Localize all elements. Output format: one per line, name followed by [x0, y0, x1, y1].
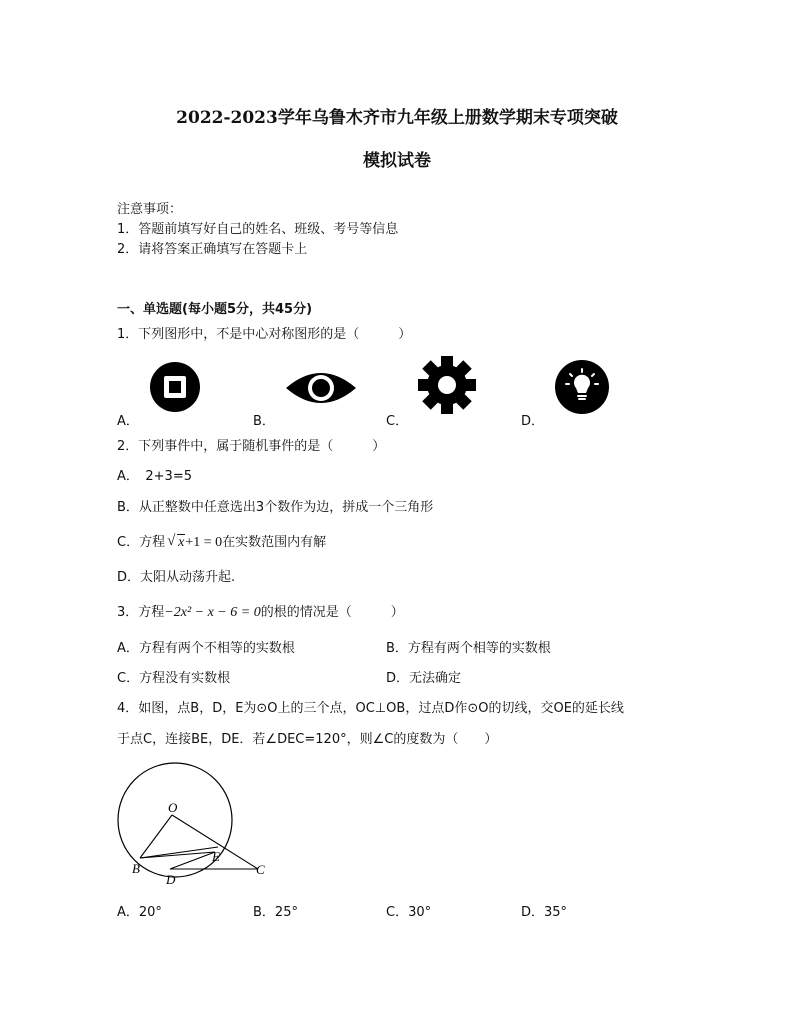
notes-heading: 注意事项：	[117, 202, 183, 217]
question-1-stem: 1．下列图形中，不是中心对称图形的是（ ）	[117, 327, 412, 342]
notes-item-2: 2．请将答案正确填写在答题卡上	[117, 242, 308, 257]
question-2-stem: 2．下列事件中，属于随机事件的是（ ）	[117, 439, 386, 454]
q3-suffix: 的根的情况是（ ）	[260, 605, 404, 620]
eye-icon	[286, 368, 356, 408]
lightbulb-icon	[555, 360, 609, 414]
page-title: 2022-2023学年乌鲁木齐市九年级上册数学期末专项突破	[176, 108, 618, 128]
q2-option-c	[117, 531, 326, 551]
q4-option-b: B．25°	[253, 905, 298, 920]
question-3-stem	[117, 601, 404, 621]
label-b: B	[132, 861, 140, 876]
q3-option-d: D．无法确定	[386, 671, 462, 686]
q2-option-c-prefix: C．方程	[117, 535, 166, 550]
q3-option-a: A．方程有两个不相等的实数根	[117, 641, 295, 656]
label-o: O	[168, 800, 178, 815]
page-subtitle: 模拟试卷	[363, 151, 431, 171]
q1-option-c: C．	[386, 414, 409, 429]
stop-square-icon	[150, 362, 200, 412]
q3-option-b: B．方程有两个相等的实数根	[386, 641, 551, 656]
q3-option-c: C．方程没有实数根	[117, 671, 231, 686]
q2-option-d: D．太阳从动荡升起.	[117, 570, 236, 585]
gear-icon	[418, 356, 476, 414]
label-d: D	[166, 872, 176, 887]
q2-option-b: B．从正整数中任意选出3个数作为边，拼成一个三角形	[117, 500, 434, 515]
q4-option-d: D．35°	[521, 905, 568, 920]
notes-item-1: 1．答题前填写好自己的姓名、班级、考号等信息	[117, 222, 399, 237]
q1-option-d: D．	[521, 414, 545, 429]
q1-option-a: A．	[117, 414, 139, 429]
q1-option-b: B．	[253, 414, 275, 429]
label-e: E	[212, 849, 220, 864]
question-4-line-2: 于点C，连接BE，DE．若∠DEC=120°，则∠C的度数为（ ）	[117, 732, 498, 747]
sqrt-expression: √ x	[167, 533, 185, 550]
segment-ob	[140, 815, 172, 858]
q2-option-a: A． 2+3=5	[117, 469, 192, 484]
q2-option-c-suffix: 在实数范围内有解	[222, 535, 327, 550]
q3-prefix: 3．方程	[117, 605, 165, 620]
circle-tangent-figure	[110, 760, 290, 890]
q4-option-a: A．20°	[117, 905, 162, 920]
q4-option-c: C．30°	[386, 905, 432, 920]
q2-option-c-math: +1 = 0	[185, 535, 223, 550]
question-4-line-1: 4．如图，点B，D，E为⊙O上的三个点，OC⊥OB，过点D作⊙O的切线，交OE的延长线	[117, 701, 624, 716]
label-c: C	[256, 862, 265, 877]
q3-equation: −2x² − x − 6 = 0	[164, 605, 261, 620]
sqrt-radicand: x	[178, 535, 185, 550]
section-heading: 一、单选题(每小题5分，共45分)	[117, 302, 313, 317]
